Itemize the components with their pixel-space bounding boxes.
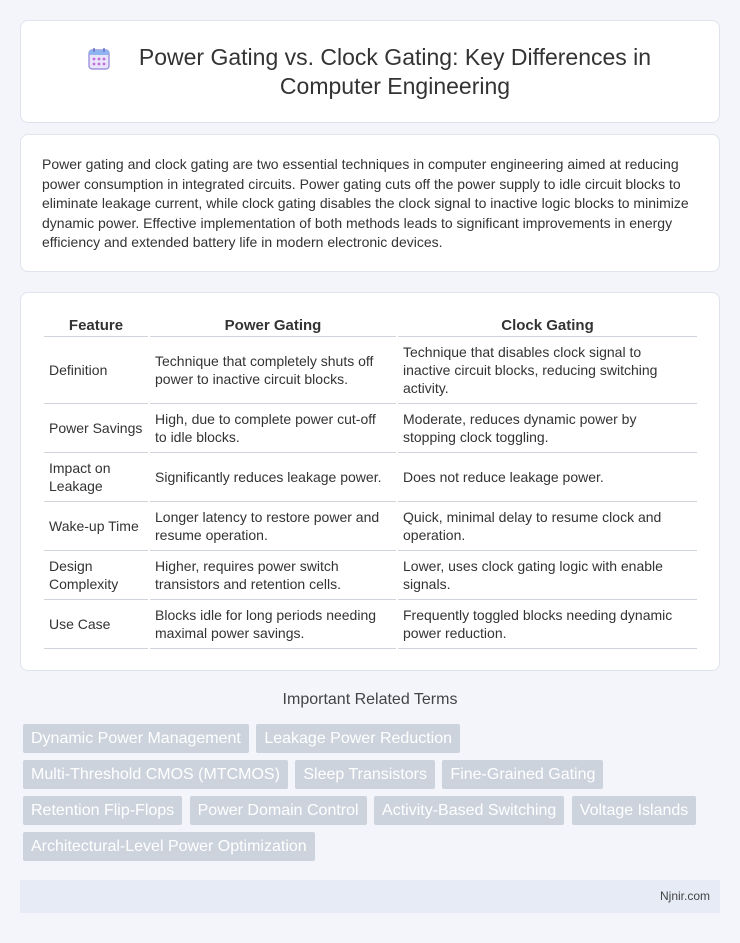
related-term-tag[interactable]: Voltage Islands xyxy=(572,796,697,825)
power-gating-cell: Longer latency to restore power and resume operation. xyxy=(150,502,396,551)
related-term-tag[interactable]: Retention Flip-Flops xyxy=(23,796,182,825)
footer-brand[interactable]: Njnir.com xyxy=(659,889,710,903)
clock-gating-cell: Frequently toggled blocks needing dynamic power reduction. xyxy=(398,600,697,649)
table-row xyxy=(44,551,697,600)
comparison-table-card xyxy=(20,292,720,671)
feature-cell: Design Complexity xyxy=(44,551,148,600)
header-feature: Feature xyxy=(44,316,148,337)
title-card xyxy=(20,20,720,123)
related-term-tag[interactable]: Leakage Power Reduction xyxy=(256,724,460,753)
related-term-tag[interactable]: Architectural-Level Power Optimization xyxy=(23,832,315,861)
intro-card xyxy=(20,134,720,272)
feature-cell: Wake-up Time xyxy=(44,502,148,551)
feature-cell: Use Case xyxy=(44,600,148,649)
table-row xyxy=(44,502,697,551)
page-title: Power Gating vs. Clock Gating: Key Differences in Computer Engineering xyxy=(138,44,652,99)
feature-cell: Definition xyxy=(44,337,148,404)
comparison-table xyxy=(42,316,699,649)
header-power-gating: Power Gating xyxy=(150,316,396,337)
table-row xyxy=(44,453,697,502)
table-row xyxy=(44,600,697,649)
table-row xyxy=(44,337,697,404)
power-gating-cell: Blocks idle for long periods needing maximal power savings. xyxy=(150,600,396,649)
feature-cell: Impact on Leakage xyxy=(44,453,148,502)
related-term-tag[interactable]: Dynamic Power Management xyxy=(23,724,249,753)
related-term-tag[interactable]: Power Domain Control xyxy=(190,796,367,825)
related-term-tag[interactable]: Sleep Transistors xyxy=(295,760,435,789)
table-row xyxy=(44,404,697,453)
clock-gating-cell: Lower, uses clock gating logic with enable signals. xyxy=(398,551,697,600)
power-gating-cell: Technique that completely shuts off power to inactive circuit blocks. xyxy=(150,337,396,404)
clock-gating-cell: Quick, minimal delay to resume clock and operation. xyxy=(398,502,697,551)
header-clock-gating: Clock Gating xyxy=(398,316,697,337)
clock-gating-cell: Does not reduce leakage power. xyxy=(398,453,697,502)
related-term-tag[interactable]: Multi-Threshold CMOS (MTCMOS) xyxy=(23,760,288,789)
power-gating-cell: High, due to complete power cut-off to idle blocks. xyxy=(150,404,396,453)
related-term-tag[interactable]: Fine-Grained Gating xyxy=(442,760,603,789)
table-header-row xyxy=(44,316,697,337)
clock-gating-cell: Moderate, reduces dynamic power by stopping clock toggling. xyxy=(398,404,697,453)
related-terms-list xyxy=(23,724,713,868)
power-gating-cell: Higher, requires power switch transistors and retention cells. xyxy=(150,551,396,600)
related-terms-title: Important Related Terms xyxy=(282,691,458,708)
footer xyxy=(20,880,720,913)
related-term-tag[interactable]: Activity-Based Switching xyxy=(374,796,564,825)
feature-cell: Power Savings xyxy=(44,404,148,453)
clock-gating-cell: Technique that disables clock signal to inactive circuit blocks, reducing switching activity. xyxy=(398,337,697,404)
power-gating-cell: Significantly reduces leakage power. xyxy=(150,453,396,502)
intro-paragraph: Power gating and clock gating are two essential techniques in computer engineering aimed at reducing power consumption in integrated circuits. Power gating cuts off the power supply to idle circuit blocks to eliminate leakage current, while clock gating disables the clock signal to inactive logic blocks to minimize dynamic power. Effective implementation of both methods leads to significant improvements in energy efficiency and extended battery life in modern electronic devices. xyxy=(42,156,689,250)
